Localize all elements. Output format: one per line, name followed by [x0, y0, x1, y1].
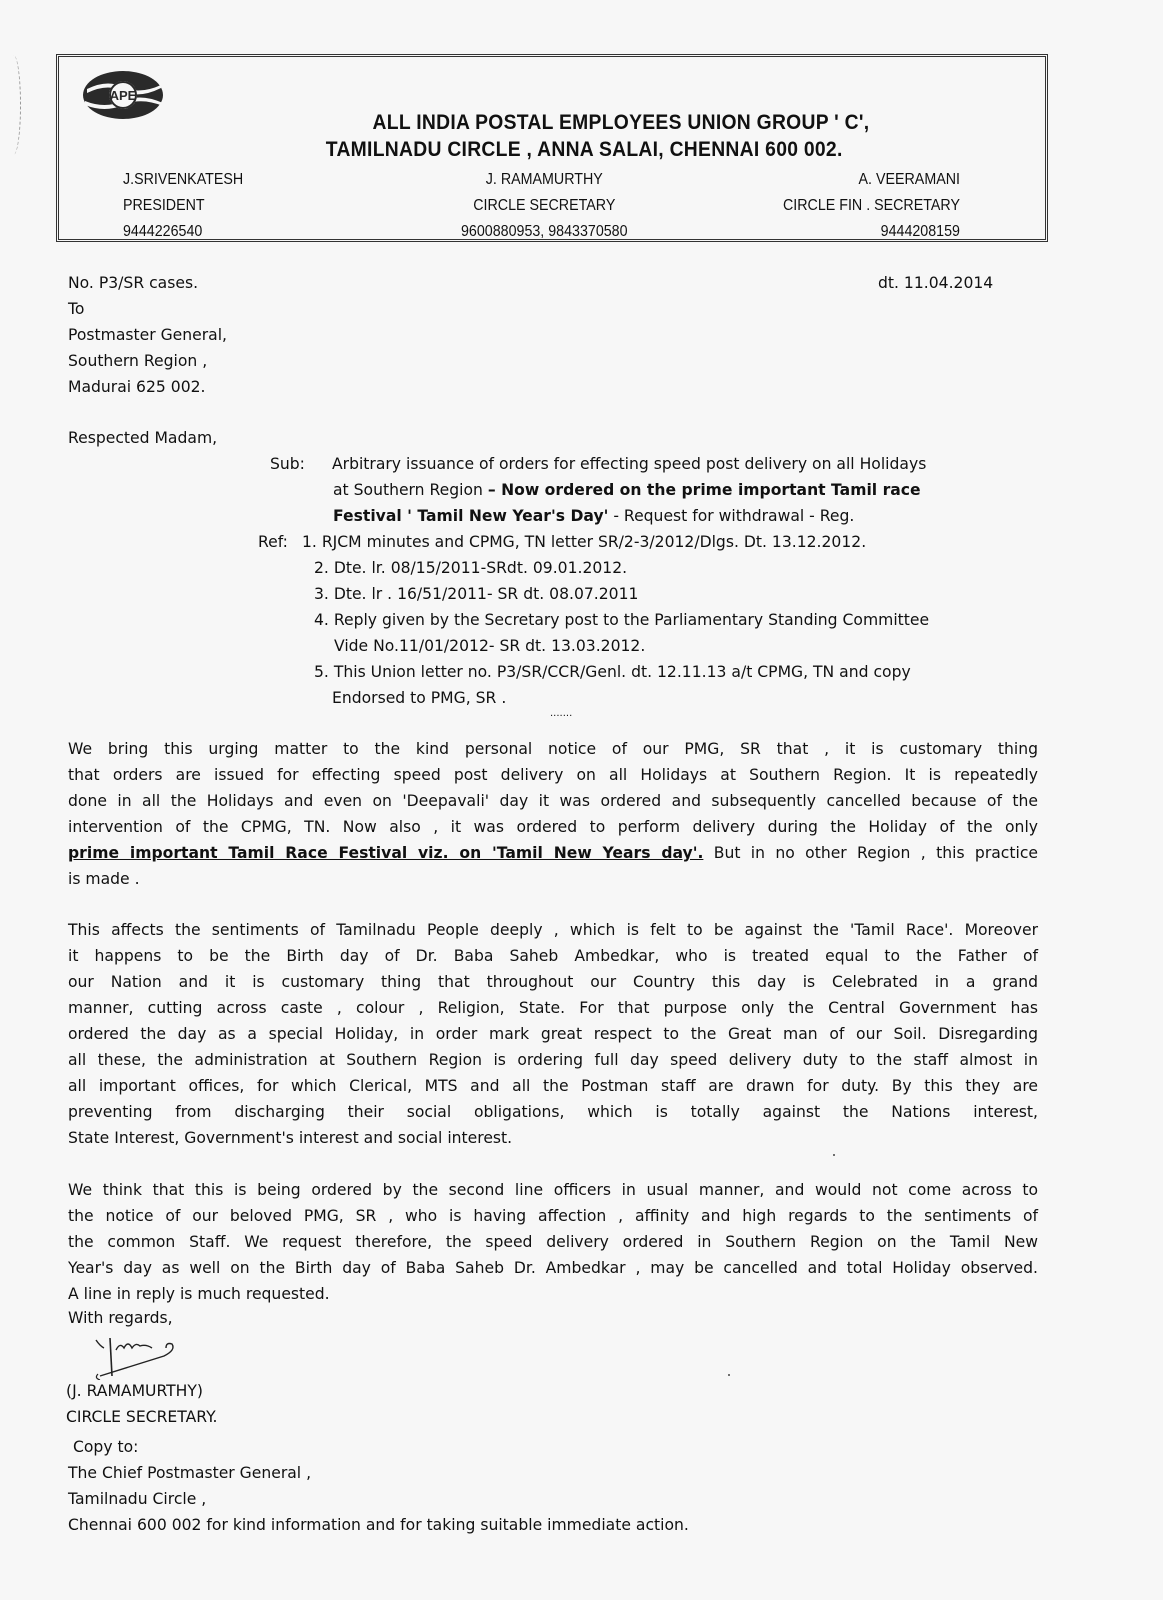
paragraph-line: [68, 1125, 1038, 1151]
subject-text-run: - Request for withdrawal - Reg.: [608, 507, 855, 525]
body-paragraph: [68, 917, 1038, 1151]
office-bearer-name: J. RAMAMURTHY: [485, 171, 603, 188]
paragraph-line: [68, 943, 1038, 969]
scan-speck: [728, 1374, 730, 1376]
closing-remark: With regards,: [68, 1309, 173, 1327]
paragraph-line: [68, 1281, 1038, 1307]
copy-to-line: Tamilnadu Circle ,: [68, 1490, 207, 1508]
org-address: TAMILNADU CIRCLE , ANNA SALAI, CHENNAI 600 002.: [325, 138, 843, 161]
office-bearer-phone: 9444208159: [880, 223, 960, 240]
office-bearer-circle-secretary: [461, 167, 628, 245]
addressee-block: [68, 296, 227, 400]
text-run: , it is customary thing: [808, 740, 1038, 758]
addressee-line: Postmaster General,: [68, 326, 227, 344]
text-run: manner, cutting across caste , colour , Religion, State.: [68, 999, 566, 1017]
reference-item: 1. RJCM minutes and CPMG, TN letter SR/2-3/2012/Dlgs. Dt. 13.12.2012.: [302, 533, 867, 551]
office-bearer-phone: 9600880953, 9843370580: [461, 223, 628, 240]
references-block: [258, 529, 929, 711]
paragraph-line: [68, 1203, 1038, 1229]
body-paragraph: [68, 1177, 1038, 1307]
subject-block: [270, 451, 926, 529]
text-run: We think that this is being ordered by the second line officers in usual manner, and would not come across to: [68, 1181, 1038, 1199]
org-name: ALL INDIA POSTAL EMPLOYEES UNION GROUP ' C',: [372, 111, 870, 134]
text-run: is made .: [68, 870, 140, 888]
text-run: done in all the Holidays and even on 'Deepavali' day it was ordered and subsequently cancelled because of the: [68, 792, 1038, 810]
text-run: Year's day as well on the Birth day of Baba Saheb Dr. Ambedkar , may be cancelled and total Holiday observed.: [68, 1259, 1038, 1277]
text-run: all these, the administration at Southern Region is ordering full day speed delivery duty to the staff almost in: [68, 1051, 1038, 1069]
paragraph-line: [68, 1177, 1038, 1203]
paragraph-line: [68, 762, 1038, 788]
subject-text-run: – Now ordered on the prime important Tamil race: [487, 481, 921, 499]
text-run: the notice of our beloved PMG, SR , who is having affection , affinity and high regards to the sentiments of: [68, 1207, 1038, 1225]
signer-name: (J. RAMAMURTHY): [66, 1382, 204, 1400]
office-bearer-phone: 9444226540: [123, 223, 203, 240]
paragraph-line: [68, 917, 1038, 943]
reference-item: 4. Reply given by the Secretary post to the Parliamentary Standing Committee: [314, 611, 930, 629]
addressee-line: Southern Region ,: [68, 352, 208, 370]
text-run: By this they are: [891, 1077, 1038, 1095]
text-run: A line in reply is much requested.: [68, 1285, 330, 1303]
reference-item: 3. Dte. lr . 16/51/2011- SR dt. 08.07.2011: [314, 585, 639, 603]
text-run: We bring: [68, 740, 165, 758]
subject-label: Sub:: [270, 455, 305, 473]
body-paragraph: [68, 736, 1038, 892]
reference-number: No. P3/SR cases.: [68, 274, 199, 292]
separator: .......: [550, 708, 573, 719]
subject-text-run: Arbitrary issuance of orders for effecting speed post delivery on all Holidays: [332, 455, 927, 473]
subject-line: [332, 455, 926, 473]
paragraph-line: [68, 1047, 1038, 1073]
paragraph-line: [68, 1021, 1038, 1047]
handwritten-signature-icon: [92, 1336, 212, 1380]
office-bearer-name: J.SRIVENKATESH: [123, 171, 244, 188]
text-run: State Interest, Government's interest and social interest.: [68, 1129, 513, 1147]
references-label: Ref:: [258, 533, 288, 551]
subject-text-run: at Southern Region: [333, 481, 488, 499]
text-run: But in no other Region , this practice: [703, 844, 1038, 862]
text-run: our Nation and it is customary thing that throughout our Country this day is Celebrated in a grand: [68, 973, 1038, 991]
text-run: prime important Tamil Race Festival viz. on 'Tamil New Years day'.: [68, 844, 704, 862]
subject-line: [270, 503, 926, 529]
text-run: this urging matter to the kind personal notice of our PMG, SR that: [164, 740, 809, 758]
copy-to-label: Copy to:: [73, 1438, 139, 1456]
text-run: ordered the day as a special Holiday, in order mark great respect to the Great man of our Soil. Disregarding: [68, 1025, 1038, 1043]
copy-to-line: The Chief Postmaster General ,: [68, 1464, 312, 1482]
letter-date: dt. 11.04.2014: [878, 274, 994, 292]
office-bearer-designation: PRESIDENT: [123, 197, 205, 214]
paragraph-line: [68, 736, 1038, 762]
signer-block: [66, 1378, 217, 1430]
paragraph-line: [68, 995, 1038, 1021]
reference-item-continued: Endorsed to PMG, SR .: [332, 689, 507, 707]
text-run: the common Staff. We request therefore, the speed delivery ordered in Southern Region on the Tamil New: [68, 1233, 1038, 1251]
paragraph-line: [68, 969, 1038, 995]
letterhead: [56, 54, 1048, 242]
text-run: that orders are issued for effecting speed post delivery on all Holidays at Southern Region. It is repeatedly: [68, 766, 1038, 784]
office-bearer-designation: CIRCLE FIN . SECRETARY: [783, 197, 960, 214]
salutation: Respected Madam,: [68, 429, 218, 447]
signer-designation: CIRCLE SECRETARY.: [66, 1408, 218, 1426]
paragraph-line: [68, 1073, 1038, 1099]
text-run: For that purpose only the Central Government has: [565, 999, 1039, 1017]
subject-line: [270, 477, 926, 503]
to-label: To: [68, 300, 85, 318]
text-run: This affects the sentiments of Tamilnadu People deeply , which is felt to be against the 'Tamil Race'.: [68, 921, 965, 939]
text-run: Moreover: [964, 921, 1038, 939]
copy-to-line: Chennai 600 002 for kind information and for taking suitable immediate action.: [68, 1516, 689, 1534]
paragraph-line: [68, 814, 1038, 840]
paragraph-line: [68, 840, 1038, 866]
office-bearer-designation: CIRCLE SECRETARY: [473, 197, 616, 214]
copy-to-block: [68, 1434, 689, 1538]
text-run: it happens to be the Birth day of Dr. Baba Saheb Ambedkar, who is treated equal to the Father of: [68, 947, 1038, 965]
paragraph-line: [68, 866, 1038, 892]
subject-text-run: Festival ' Tamil New Year's Day': [333, 507, 609, 525]
text-run: preventing from discharging their social obligations, which is totally against the Nations interest,: [68, 1103, 1038, 1121]
office-bearer-fin-secretary: [783, 167, 960, 245]
text-run: intervention of the CPMG, TN. Now also , it was ordered to perform delivery during the Holiday of the only: [68, 818, 1038, 836]
reference-item-continued: Vide No.11/01/2012- SR dt. 13.03.2012.: [334, 637, 646, 655]
paragraph-line: [68, 788, 1038, 814]
paragraph-line: [68, 1229, 1038, 1255]
svg-text:APE: APE: [109, 88, 137, 103]
scan-edge-mark: [6, 55, 21, 155]
reference-item: 5. This Union letter no. P3/SR/CCR/Genl. dt. 12.11.13 a/t CPMG, TN and copy: [314, 663, 911, 681]
office-bearer-name: A. VEERAMANI: [858, 171, 960, 188]
addressee-line: Madurai 625 002.: [68, 378, 206, 396]
scan-speck: [833, 1154, 835, 1156]
text-run: all important offices, for which Clerical, MTS and all the Postman staff are drawn for duty.: [68, 1077, 892, 1095]
reference-item: 2. Dte. lr. 08/15/2011-SRdt. 09.01.2012.: [314, 559, 628, 577]
paragraph-line: [68, 1099, 1038, 1125]
office-bearer-president: [123, 167, 243, 245]
paragraph-line: [68, 1255, 1038, 1281]
